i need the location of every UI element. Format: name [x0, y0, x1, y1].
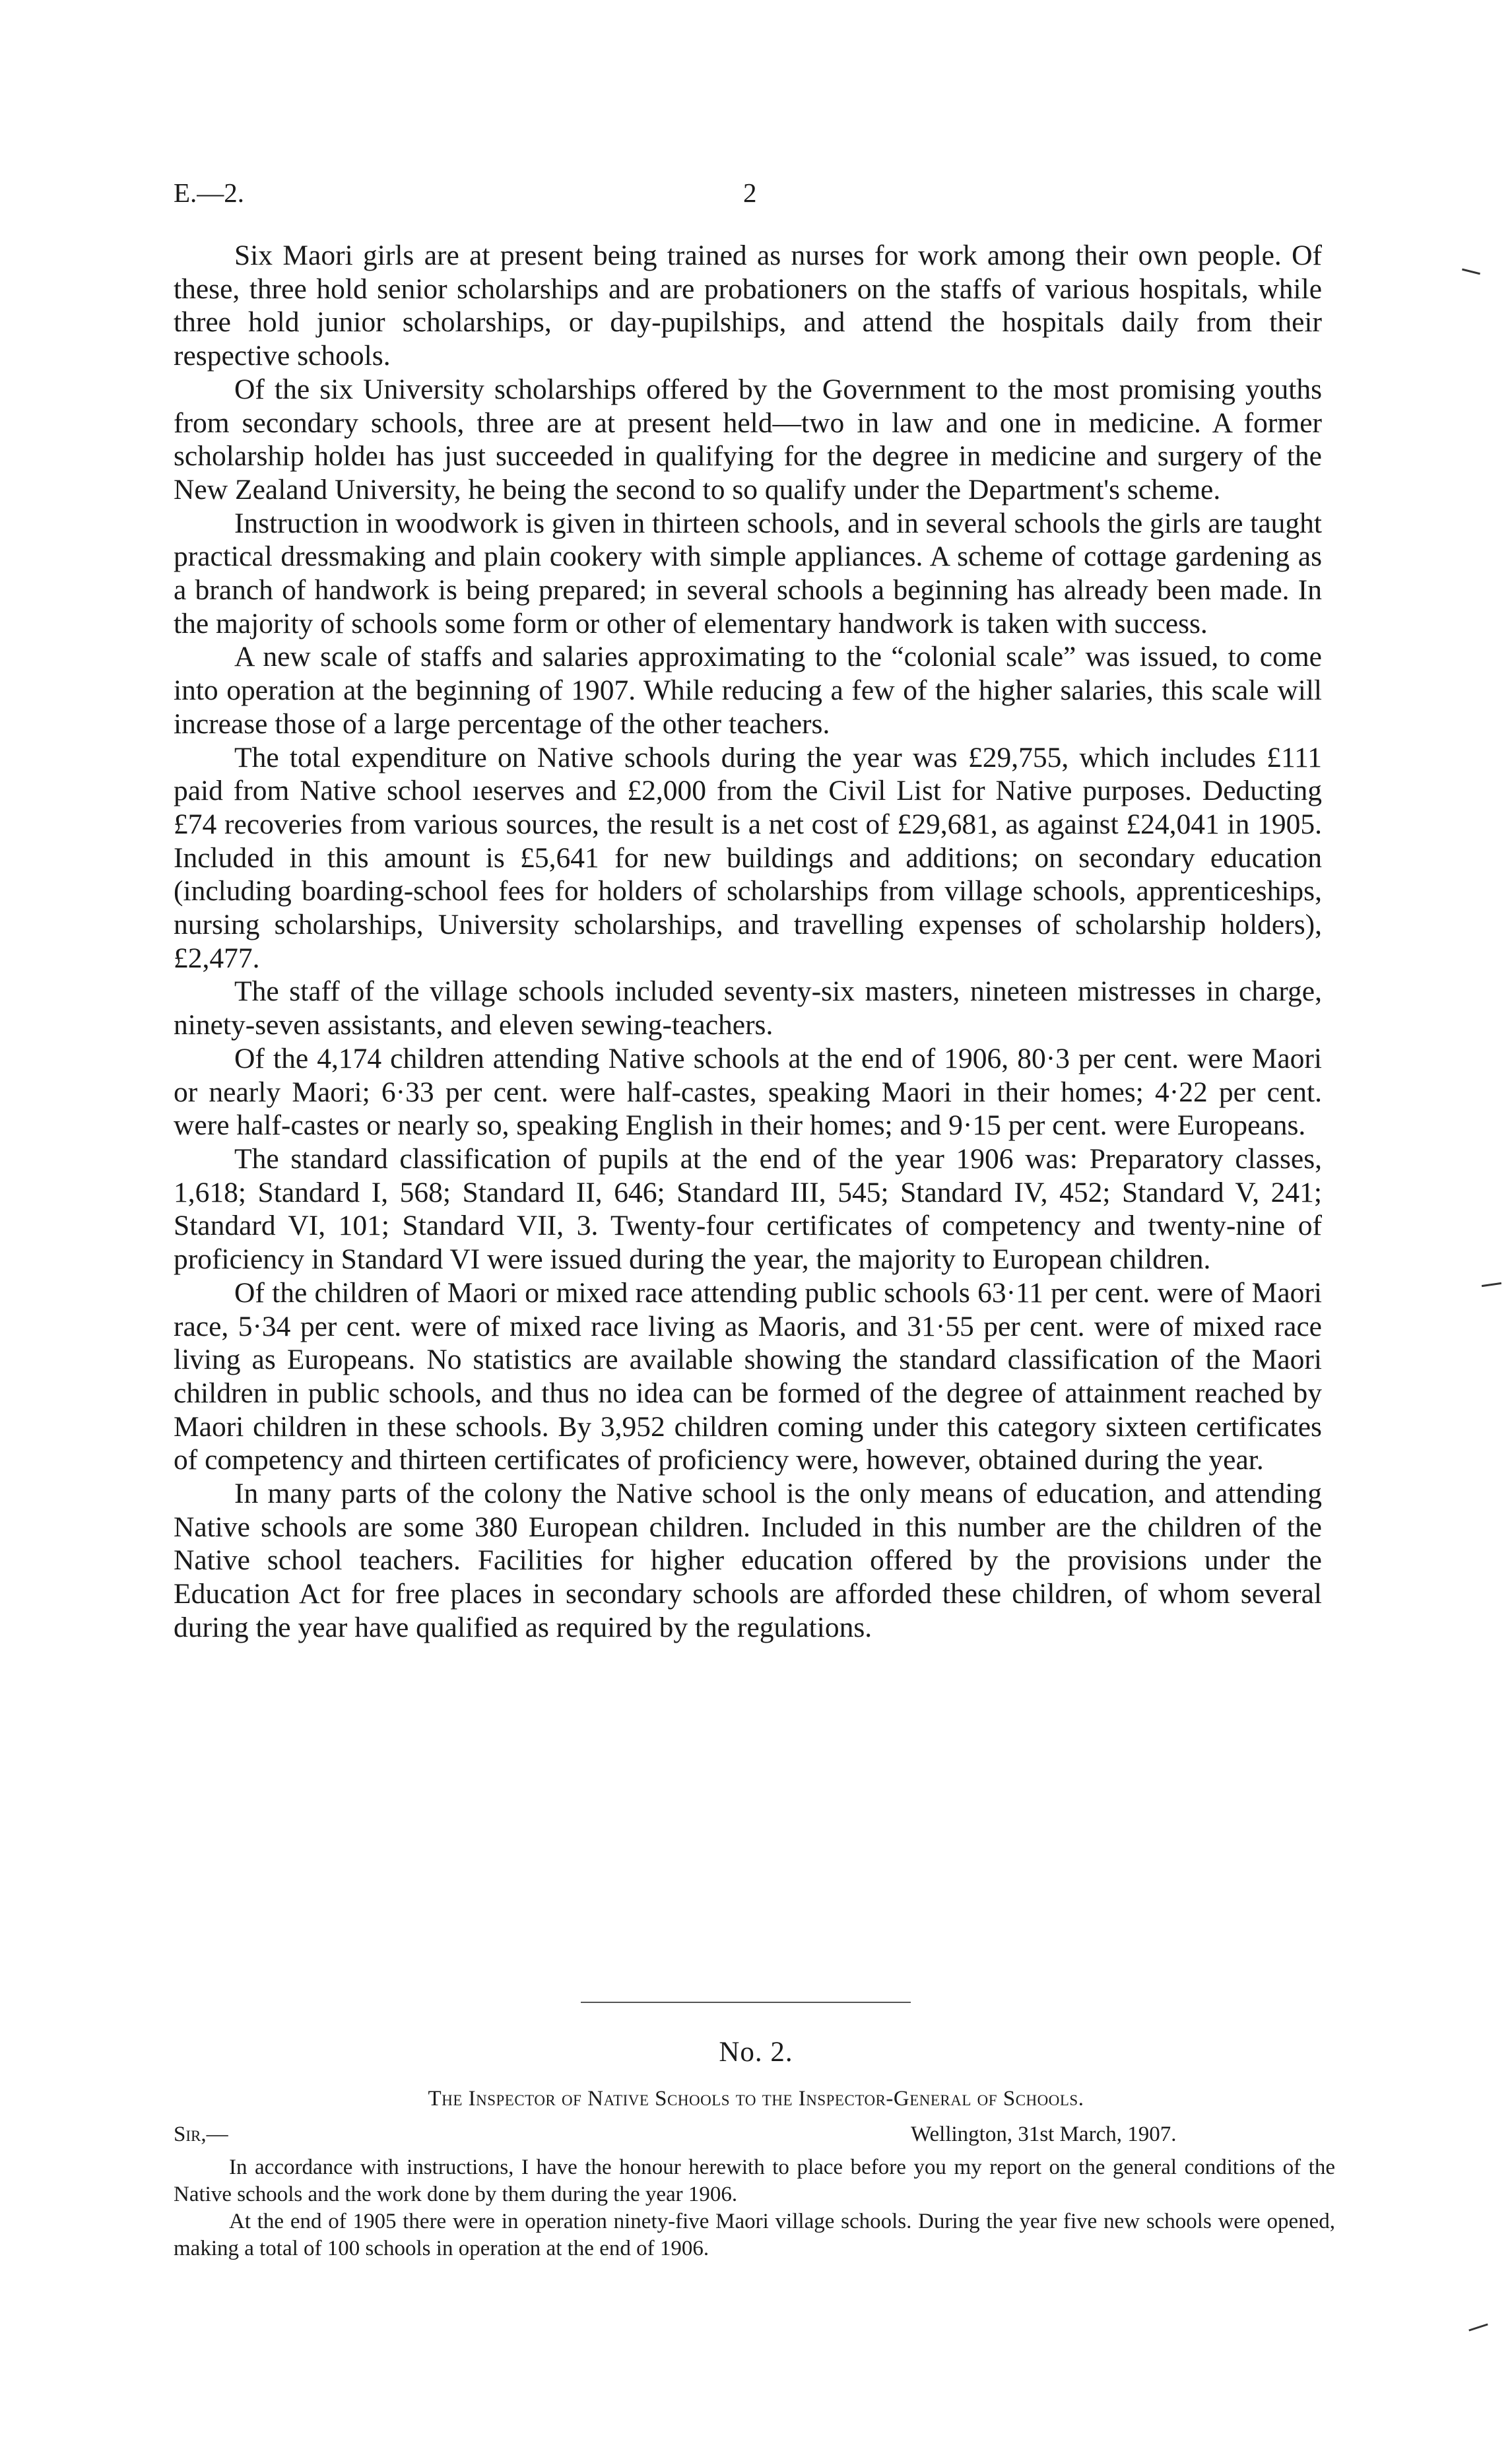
page-number: 2 [743, 178, 757, 208]
paragraph-salary-scale: A new scale of staffs and salaries approximating to the “colonial scale” was issued, to come into operation at the beginning of 1907. While reducing a few of the higher salaries, this scale will increase those of a large percentage of the other teachers. [174, 641, 1322, 740]
paragraph-woodwork: Instruction in woodwork is given in thirteen schools, and in several schools the girls are taught practical dressmaking and plain cookery with simple appliances. A scheme of cottage gardening as a branch of handwork is being prepared; in several schools a beginning has already been made. In the majority of schools some form or other of elementary handwork is taken with success. [174, 507, 1322, 640]
paragraph-attendance: Of the 4,174 children attending Native schools at the end of 1906, 80·3 per cent. were Maori or nearly Maori; 6·33 per cent. were half-castes, speaking Maori in their homes; 4·22 per cent. were half-castes or nearly so, speaking English in their homes; and 9·15 per cent. were Europeans. [174, 1042, 1322, 1142]
letter-body [174, 2154, 1335, 2262]
letter-heading: The Inspector of Native Schools to the Inspector-General of Schools. [428, 2087, 1084, 2111]
report-reference: E.—2. [174, 178, 245, 208]
paragraph-nursing: Six Maori girls are at present being trained as nurses for work among their own people. Of these, three hold senior scholarships and are probationers on the staffs of various hospitals, while three hold junior scholarships, or day-pupilships, and attend the hospitals daily from their respective schools. [174, 240, 1322, 372]
paragraph-classification: The standard classification of pupils at the end of the year 1906 was: Preparatory classes, 1,618; Standard I, 568; Standard II, 646; Standard III, 545; Standard IV, 452; Standard V, 241; Standard VI, 101; Standard VII, 3. Twenty-four certificates of competency and twenty-nine of proficiency in Standard VI were issued during the year, the majority to European children. [174, 1142, 1322, 1276]
paragraph-european-children: In many parts of the colony the Native school is the only means of education, and attending Native schools are some 380 European children. Included in this number are the children of the Native school teachers. Facilities for higher education offered by the provisions under the Education Act for free places in secondary schools are afforded these children, of whom several during the year have qualified as required by the regulations. [174, 1478, 1322, 1643]
paragraph-public-schools: Of the children of Maori or mixed race attending public schools 63·11 per cent. were of Maori race, 5·34 per cent. were of mixed race living as Maoris, and 31·55 per cent. were of mixed race living as Europeans. No statistics are available showing the standard classification of the Maori children in public schools, and thus no idea can be formed of the degree of attainment reached by Maori children in these schools. By 3,952 children coming under this category sixteen certificates of competency and thirteen certificates of proficiency were, however, obtained during the year. [174, 1276, 1322, 1476]
salutation: Sir,— [174, 2122, 228, 2146]
paragraph-expenditure: The total expenditure on Native schools during the year was £29,755, which includes £111 paid from Native school ıeserves and £2,000 from the Civil List for Native purposes. Deducting £74 recoveries from various sources, the result is a net cost of £29,681, as against £24,041 in 1905. Included in this amount is £5,641 for new buildings and additions; on secondary education (including boarding-school fees for holders of scholarships from village schools, apprenticeships, nursing scholarships, University scholarships, and travelling expenses of scholarship holders), £2,477. [174, 741, 1322, 974]
paragraph-university-scholarships: Of the six University scholarships offered by the Government to the most promising youths from secondary schools, three are at present held—two in law and one in medicine. A former scholarship holdeı has just succeeded in qualifying for the degree in medicine and surgery of the New Zealand University, he being the second to so qualify under the Department's scheme. [174, 373, 1322, 506]
margin-mark [1462, 269, 1480, 275]
margin-mark [1482, 1282, 1501, 1287]
report-body [174, 239, 1322, 1645]
margin-mark [1468, 2323, 1488, 2331]
dateline: Wellington, 31st March, 1907. [911, 2122, 1177, 2146]
section-number: No. 2. [719, 2037, 793, 2068]
page-header [174, 177, 1322, 216]
letter-paragraph-intro: In accordance with instructions, I have the honour herewith to place before you my report on the general conditions of the Native schools and the work done by them during the year 1906. [174, 2155, 1335, 2206]
paragraph-staff: The staff of the village schools included seventy-six masters, nineteen mistresses in charge, ninety-seven assistants, and eleven sewing-teachers. [174, 975, 1322, 1041]
letter-paragraph-schools: At the end of 1905 there were in operation ninety-five Maori village schools. During the year five new schools were opened, making a total of 100 schools in operation at the end of 1906. [174, 2210, 1335, 2260]
section-divider [581, 2002, 911, 2003]
